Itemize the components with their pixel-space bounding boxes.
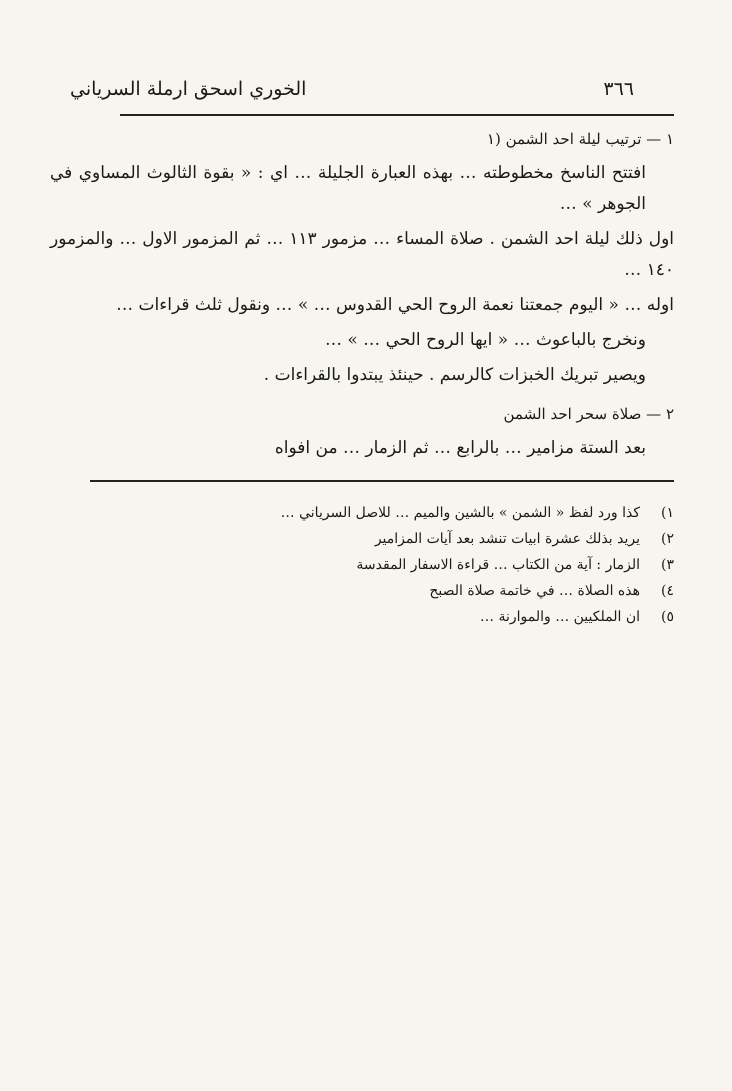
- footnote-rule: [90, 480, 674, 482]
- footnote: [50, 552, 674, 578]
- paragraph: ونخرج بالباعوث … « ايها الروح الحي … » …: [324, 330, 646, 350]
- running-title: الخوري اسحق ارملة السرياني: [70, 78, 307, 100]
- footnote: [50, 604, 674, 630]
- footnote-number: ١): [661, 505, 674, 521]
- footnote: [50, 500, 674, 526]
- footnote: [50, 578, 674, 604]
- footnote-text: الزمار : آية من الكتاب … قراءة الاسفار المقدسة: [356, 557, 640, 573]
- running-header: [50, 78, 674, 100]
- paragraph: اول ذلك ليلة احد الشمن . صلاة المساء … مزمور ١١٣ … ثم المزمور الاول … والمزمور ١٤٠ …: [50, 229, 674, 280]
- page-number: ٣٦٦: [603, 78, 634, 100]
- paragraph: اوله … « اليوم جمعتنا نعمة الروح الحي القدوس … » … ونقول ثلث قراءات …: [116, 295, 674, 315]
- paragraph: بعد الستة مزامير … بالرابع … ثم الزمار … من افواه: [274, 438, 646, 458]
- section-2: [50, 405, 674, 464]
- footnote-text: هذه الصلاة … في خاتمة صلاة الصبح: [429, 583, 640, 599]
- footnote-number: ٣): [661, 557, 674, 573]
- footnote-text: ان الملكيين … والموارنة …: [480, 609, 640, 625]
- header-rule: [120, 114, 674, 116]
- footnotes: [50, 500, 674, 630]
- section-heading: ٢ — صلاة سحر احد الشمن: [503, 405, 674, 423]
- section-1: [50, 130, 674, 391]
- paragraph: ويصير تبريك الخبزات كالرسم . حينئذ يبتدوا بالقراءات .: [263, 365, 646, 385]
- footnote-number: ٤): [661, 583, 674, 599]
- footnote-text: يريد بذلك عشرة ابيات تنشد بعد آيات المزامير: [374, 531, 640, 547]
- section-heading: ١ — ترتيب ليلة احد الشمن (١: [486, 130, 674, 148]
- paragraph: افتتح الناسخ مخطوطته … بهذه العبارة الجليلة … اي : « بقوة الثالوث المساوي في الجوهر » …: [50, 163, 646, 214]
- footnote-number: ٢): [661, 531, 674, 547]
- footnote: [50, 526, 674, 552]
- footnote-number: ٥): [661, 609, 674, 625]
- footnote-text: كذا ورد لفظ « الشمن » بالشين والميم … للاصل السرياني …: [280, 505, 640, 521]
